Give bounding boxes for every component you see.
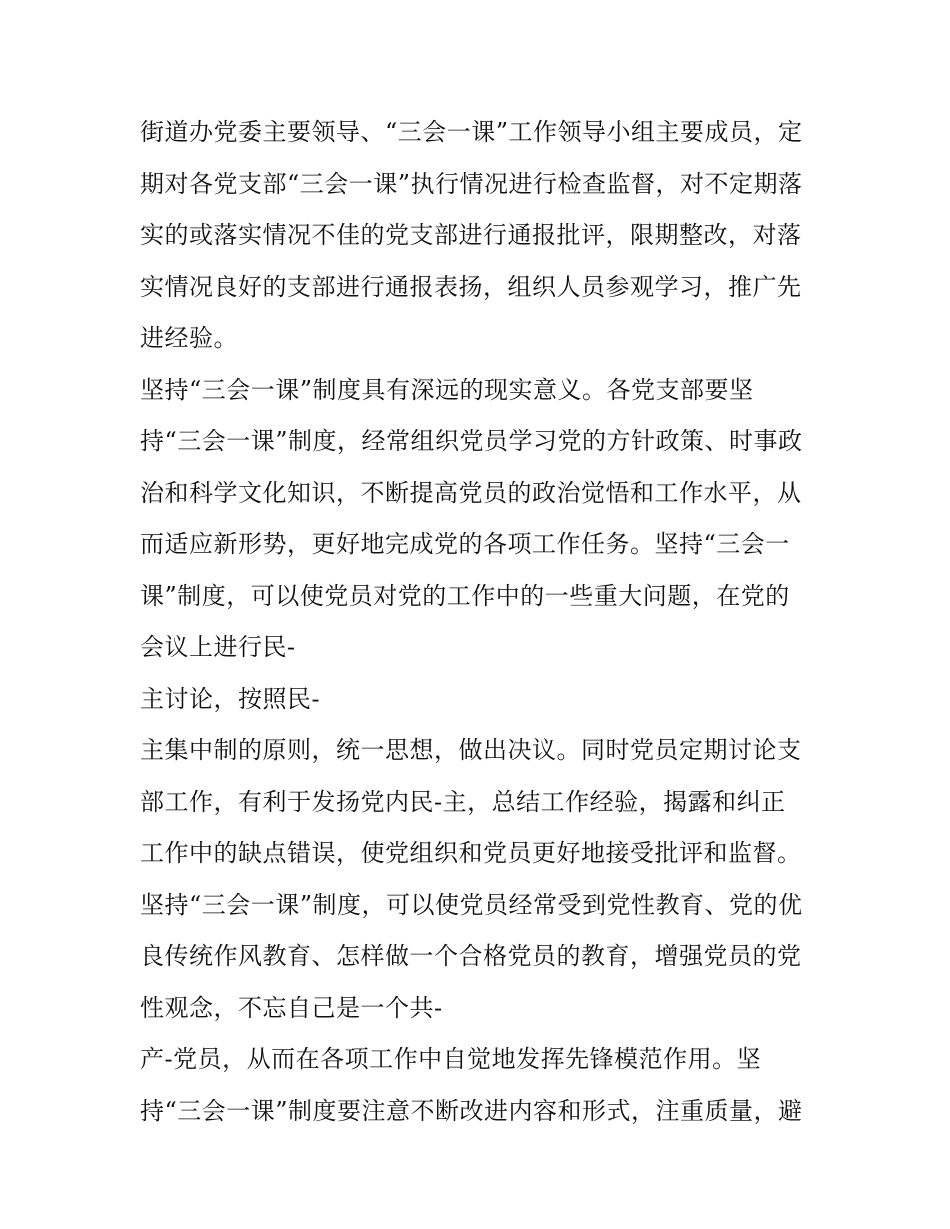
- text-line: 期对各党支部“三会一课”执行情况进行检查监督，对不定期落: [140, 169, 803, 198]
- body-text: [140, 107, 820, 1137]
- text-line: 工作中的缺点错误，使党组织和党员更好地接受批评和监督。: [140, 839, 802, 867]
- text-line: 主集中制的原则，统一思想，做出决议。同时党员定期讨论支: [140, 736, 802, 764]
- text-line: 实情况良好的支部进行通报表扬，组织人员参观学习，推广先: [140, 272, 802, 301]
- text-line: 会议上进行民-: [140, 633, 296, 661]
- text-line: 坚持“三会一课”制度具有深远的现实意义。各党支部要坚: [140, 375, 754, 404]
- text-line: 坚持“三会一课”制度，可以使党员经常受到党性教育、党的优: [140, 890, 803, 919]
- text-line: 部工作，有利于发扬党内民-主，总结工作经验，揭露和纠正: [140, 787, 786, 816]
- text-line: 主讨论，按照民-: [140, 684, 321, 713]
- text-line: 持“三会一课”制度，经常组织党员学习党的方针政策、时事政: [140, 427, 803, 455]
- text-line: 持“三会一课”制度要注意不断改进内容和形式，注重质量，避: [140, 1096, 803, 1125]
- text-line: 性观念，不忘自己是一个共-: [140, 993, 443, 1022]
- text-line: 治和科学文化知识，不断提高党员的政治觉悟和工作水平，从: [140, 478, 802, 507]
- text-line: 进经验。: [140, 324, 238, 352]
- text-line: 而适应新形势，更好地完成党的各项工作任务。坚持“三会一: [140, 530, 790, 558]
- text-line: 实的或落实情况不佳的党支部进行通报批评，限期整改，对落: [140, 221, 802, 249]
- text-line: 课”制度，可以使党员对党的工作中的一些重大问题，在党的: [140, 581, 790, 610]
- text-line: 街道办党委主要领导、“三会一课”工作领导小组主要成员，定: [140, 118, 803, 146]
- text-line: 良传统作风教育、怎样做一个合格党员的教育，增强党员的党: [140, 942, 802, 970]
- text-line: 产-党员，从而在各项工作中自觉地发挥先锋模范作用。坚: [140, 1045, 762, 1073]
